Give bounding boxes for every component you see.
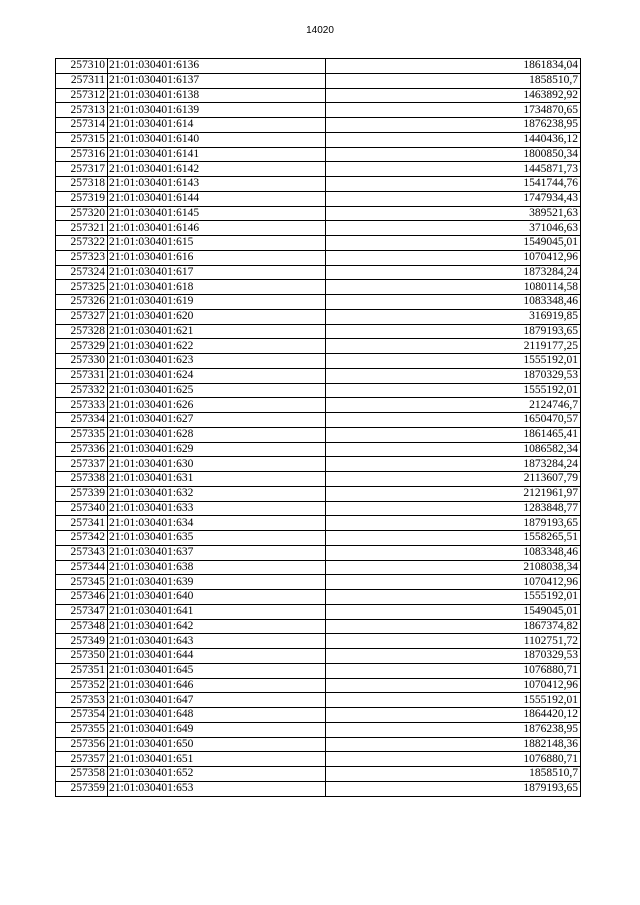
table-row <box>56 265 581 280</box>
table-row <box>56 767 581 782</box>
value-cell: 1882148,36 <box>326 737 581 752</box>
row-number-cell: 257342 <box>56 531 108 546</box>
cadastral-number-cell: 21:01:030401:628 <box>108 427 326 442</box>
table-row <box>56 295 581 310</box>
row-number-cell: 257357 <box>56 752 108 767</box>
value-cell: 1445871,73 <box>326 162 581 177</box>
row-number-cell: 257333 <box>56 398 108 413</box>
table-row <box>56 649 581 664</box>
row-number-cell: 257312 <box>56 88 108 103</box>
cadastral-number-cell: 21:01:030401:652 <box>108 767 326 782</box>
row-number-cell: 257334 <box>56 413 108 428</box>
table-row <box>56 118 581 133</box>
value-cell: 1873284,24 <box>326 457 581 472</box>
table-row <box>56 59 581 74</box>
cadastral-number-cell: 21:01:030401:6142 <box>108 162 326 177</box>
value-cell: 2119177,25 <box>326 339 581 354</box>
cadastral-number-cell: 21:01:030401:651 <box>108 752 326 767</box>
cadastral-number-cell: 21:01:030401:6137 <box>108 73 326 88</box>
row-number-cell: 257332 <box>56 383 108 398</box>
table-row <box>56 737 581 752</box>
cadastral-number-cell: 21:01:030401:616 <box>108 250 326 265</box>
page-number: 14020 <box>306 25 334 36</box>
row-number-cell: 257314 <box>56 118 108 133</box>
row-number-cell: 257316 <box>56 147 108 162</box>
cadastral-number-cell: 21:01:030401:619 <box>108 295 326 310</box>
table-row <box>56 339 581 354</box>
cadastral-number-cell: 21:01:030401:624 <box>108 368 326 383</box>
cadastral-number-cell: 21:01:030401:635 <box>108 531 326 546</box>
row-number-cell: 257338 <box>56 472 108 487</box>
value-cell: 1076880,71 <box>326 752 581 767</box>
value-cell: 1879193,65 <box>326 781 581 796</box>
value-cell: 1876238,95 <box>326 722 581 737</box>
cadastral-number-cell: 21:01:030401:653 <box>108 781 326 796</box>
row-number-cell: 257330 <box>56 354 108 369</box>
cadastral-number-cell: 21:01:030401:632 <box>108 486 326 501</box>
row-number-cell: 257344 <box>56 560 108 575</box>
row-number-cell: 257359 <box>56 781 108 796</box>
row-number-cell: 257317 <box>56 162 108 177</box>
value-cell: 1549045,01 <box>326 236 581 251</box>
table-row <box>56 442 581 457</box>
value-cell: 1870329,53 <box>326 649 581 664</box>
row-number-cell: 257340 <box>56 501 108 516</box>
table-row <box>56 457 581 472</box>
row-number-cell: 257326 <box>56 295 108 310</box>
row-number-cell: 257324 <box>56 265 108 280</box>
row-number-cell: 257336 <box>56 442 108 457</box>
row-number-cell: 257349 <box>56 634 108 649</box>
table-row <box>56 531 581 546</box>
row-number-cell: 257354 <box>56 708 108 723</box>
table-row <box>56 472 581 487</box>
cadastral-number-cell: 21:01:030401:645 <box>108 663 326 678</box>
table-row <box>56 162 581 177</box>
value-cell: 1650470,57 <box>326 413 581 428</box>
table-row <box>56 132 581 147</box>
cadastral-number-cell: 21:01:030401:621 <box>108 324 326 339</box>
cadastral-number-cell: 21:01:030401:617 <box>108 265 326 280</box>
cadastral-number-cell: 21:01:030401:6141 <box>108 147 326 162</box>
cadastral-number-cell: 21:01:030401:649 <box>108 722 326 737</box>
table-row <box>56 103 581 118</box>
table-row <box>56 309 581 324</box>
table-row <box>56 324 581 339</box>
table-row <box>56 560 581 575</box>
row-number-cell: 257348 <box>56 619 108 634</box>
table-body <box>56 59 581 797</box>
value-cell: 2121961,97 <box>326 486 581 501</box>
value-cell: 2113607,79 <box>326 472 581 487</box>
cadastral-number-cell: 21:01:030401:614 <box>108 118 326 133</box>
cadastral-number-cell: 21:01:030401:6146 <box>108 221 326 236</box>
cadastral-number-cell: 21:01:030401:6143 <box>108 177 326 192</box>
row-number-cell: 257327 <box>56 309 108 324</box>
value-cell: 371046,63 <box>326 221 581 236</box>
value-cell: 1873284,24 <box>326 265 581 280</box>
row-number-cell: 257345 <box>56 575 108 590</box>
row-number-cell: 257319 <box>56 191 108 206</box>
value-cell: 1879193,65 <box>326 324 581 339</box>
cadastral-number-cell: 21:01:030401:6145 <box>108 206 326 221</box>
table-row <box>56 177 581 192</box>
cadastral-number-cell: 21:01:030401:643 <box>108 634 326 649</box>
row-number-cell: 257353 <box>56 693 108 708</box>
value-cell: 1800850,34 <box>326 147 581 162</box>
cadastral-number-cell: 21:01:030401:6138 <box>108 88 326 103</box>
value-cell: 1864420,12 <box>326 708 581 723</box>
value-cell: 1555192,01 <box>326 383 581 398</box>
cadastral-number-cell: 21:01:030401:626 <box>108 398 326 413</box>
row-number-cell: 257321 <box>56 221 108 236</box>
table-row <box>56 634 581 649</box>
table-row <box>56 398 581 413</box>
table-row <box>56 383 581 398</box>
row-number-cell: 257313 <box>56 103 108 118</box>
table-row <box>56 427 581 442</box>
value-cell: 2124746,7 <box>326 398 581 413</box>
table-row <box>56 516 581 531</box>
cadastral-number-cell: 21:01:030401:615 <box>108 236 326 251</box>
table-row <box>56 221 581 236</box>
row-number-cell: 257350 <box>56 649 108 664</box>
value-cell: 1870329,53 <box>326 368 581 383</box>
table-row <box>56 147 581 162</box>
table-row <box>56 590 581 605</box>
table-row <box>56 604 581 619</box>
table-row <box>56 88 581 103</box>
row-number-cell: 257355 <box>56 722 108 737</box>
cadastral-number-cell: 21:01:030401:630 <box>108 457 326 472</box>
table-row <box>56 486 581 501</box>
cadastral-number-cell: 21:01:030401:627 <box>108 413 326 428</box>
cadastral-number-cell: 21:01:030401:6139 <box>108 103 326 118</box>
cadastral-value-table <box>55 58 581 797</box>
row-number-cell: 257331 <box>56 368 108 383</box>
table-row <box>56 575 581 590</box>
table-row <box>56 206 581 221</box>
cadastral-number-cell: 21:01:030401:646 <box>108 678 326 693</box>
cadastral-number-cell: 21:01:030401:618 <box>108 280 326 295</box>
value-cell: 2108038,34 <box>326 560 581 575</box>
row-number-cell: 257337 <box>56 457 108 472</box>
row-number-cell: 257351 <box>56 663 108 678</box>
value-cell: 316919,85 <box>326 309 581 324</box>
table-row <box>56 236 581 251</box>
value-cell: 1541744,76 <box>326 177 581 192</box>
value-cell: 1867374,82 <box>326 619 581 634</box>
value-cell: 1747934,43 <box>326 191 581 206</box>
value-cell: 1734870,65 <box>326 103 581 118</box>
row-number-cell: 257335 <box>56 427 108 442</box>
row-number-cell: 257347 <box>56 604 108 619</box>
row-number-cell: 257310 <box>56 59 108 74</box>
row-number-cell: 257358 <box>56 767 108 782</box>
table-row <box>56 545 581 560</box>
cadastral-number-cell: 21:01:030401:647 <box>108 693 326 708</box>
cadastral-number-cell: 21:01:030401:642 <box>108 619 326 634</box>
value-cell: 1070412,96 <box>326 678 581 693</box>
cadastral-number-cell: 21:01:030401:620 <box>108 309 326 324</box>
value-cell: 1070412,96 <box>326 250 581 265</box>
value-cell: 1555192,01 <box>326 354 581 369</box>
value-cell: 1858510,7 <box>326 767 581 782</box>
row-number-cell: 257328 <box>56 324 108 339</box>
row-number-cell: 257323 <box>56 250 108 265</box>
value-cell: 389521,63 <box>326 206 581 221</box>
cadastral-number-cell: 21:01:030401:625 <box>108 383 326 398</box>
cadastral-number-cell: 21:01:030401:629 <box>108 442 326 457</box>
cadastral-number-cell: 21:01:030401:634 <box>108 516 326 531</box>
value-cell: 1080114,58 <box>326 280 581 295</box>
value-cell: 1555192,01 <box>326 590 581 605</box>
table-row <box>56 250 581 265</box>
row-number-cell: 257318 <box>56 177 108 192</box>
table-row <box>56 678 581 693</box>
value-cell: 1076880,71 <box>326 663 581 678</box>
row-number-cell: 257343 <box>56 545 108 560</box>
value-cell: 1555192,01 <box>326 693 581 708</box>
row-number-cell: 257341 <box>56 516 108 531</box>
value-cell: 1440436,12 <box>326 132 581 147</box>
table-row <box>56 368 581 383</box>
cadastral-number-cell: 21:01:030401:638 <box>108 560 326 575</box>
row-number-cell: 257320 <box>56 206 108 221</box>
table-row <box>56 752 581 767</box>
row-number-cell: 257311 <box>56 73 108 88</box>
table-row <box>56 280 581 295</box>
value-cell: 1102751,72 <box>326 634 581 649</box>
row-number-cell: 257315 <box>56 132 108 147</box>
value-cell: 1861465,41 <box>326 427 581 442</box>
value-cell: 1086582,34 <box>326 442 581 457</box>
cadastral-number-cell: 21:01:030401:637 <box>108 545 326 560</box>
cadastral-number-cell: 21:01:030401:6136 <box>108 59 326 74</box>
table-row <box>56 501 581 516</box>
row-number-cell: 257329 <box>56 339 108 354</box>
value-cell: 1083348,46 <box>326 545 581 560</box>
cadastral-number-cell: 21:01:030401:622 <box>108 339 326 354</box>
row-number-cell: 257346 <box>56 590 108 605</box>
value-cell: 1070412,96 <box>326 575 581 590</box>
cadastral-number-cell: 21:01:030401:648 <box>108 708 326 723</box>
cadastral-number-cell: 21:01:030401:6140 <box>108 132 326 147</box>
row-number-cell: 257339 <box>56 486 108 501</box>
table-row <box>56 191 581 206</box>
value-cell: 1283848,77 <box>326 501 581 516</box>
cadastral-number-cell: 21:01:030401:640 <box>108 590 326 605</box>
row-number-cell: 257325 <box>56 280 108 295</box>
value-cell: 1549045,01 <box>326 604 581 619</box>
value-cell: 1558265,51 <box>326 531 581 546</box>
cadastral-number-cell: 21:01:030401:644 <box>108 649 326 664</box>
value-cell: 1083348,46 <box>326 295 581 310</box>
table-row <box>56 663 581 678</box>
table-row <box>56 354 581 369</box>
cadastral-number-cell: 21:01:030401:650 <box>108 737 326 752</box>
value-cell: 1879193,65 <box>326 516 581 531</box>
table-row <box>56 619 581 634</box>
cadastral-number-cell: 21:01:030401:639 <box>108 575 326 590</box>
value-cell: 1463892,92 <box>326 88 581 103</box>
table-row <box>56 693 581 708</box>
table-row <box>56 708 581 723</box>
value-cell: 1858510,7 <box>326 73 581 88</box>
row-number-cell: 257356 <box>56 737 108 752</box>
cadastral-number-cell: 21:01:030401:623 <box>108 354 326 369</box>
table-row <box>56 781 581 796</box>
cadastral-number-cell: 21:01:030401:6144 <box>108 191 326 206</box>
value-cell: 1876238,95 <box>326 118 581 133</box>
row-number-cell: 257322 <box>56 236 108 251</box>
table-row <box>56 722 581 737</box>
table-row <box>56 73 581 88</box>
value-cell: 1861834,04 <box>326 59 581 74</box>
row-number-cell: 257352 <box>56 678 108 693</box>
cadastral-number-cell: 21:01:030401:633 <box>108 501 326 516</box>
cadastral-number-cell: 21:01:030401:641 <box>108 604 326 619</box>
table-row <box>56 413 581 428</box>
cadastral-number-cell: 21:01:030401:631 <box>108 472 326 487</box>
